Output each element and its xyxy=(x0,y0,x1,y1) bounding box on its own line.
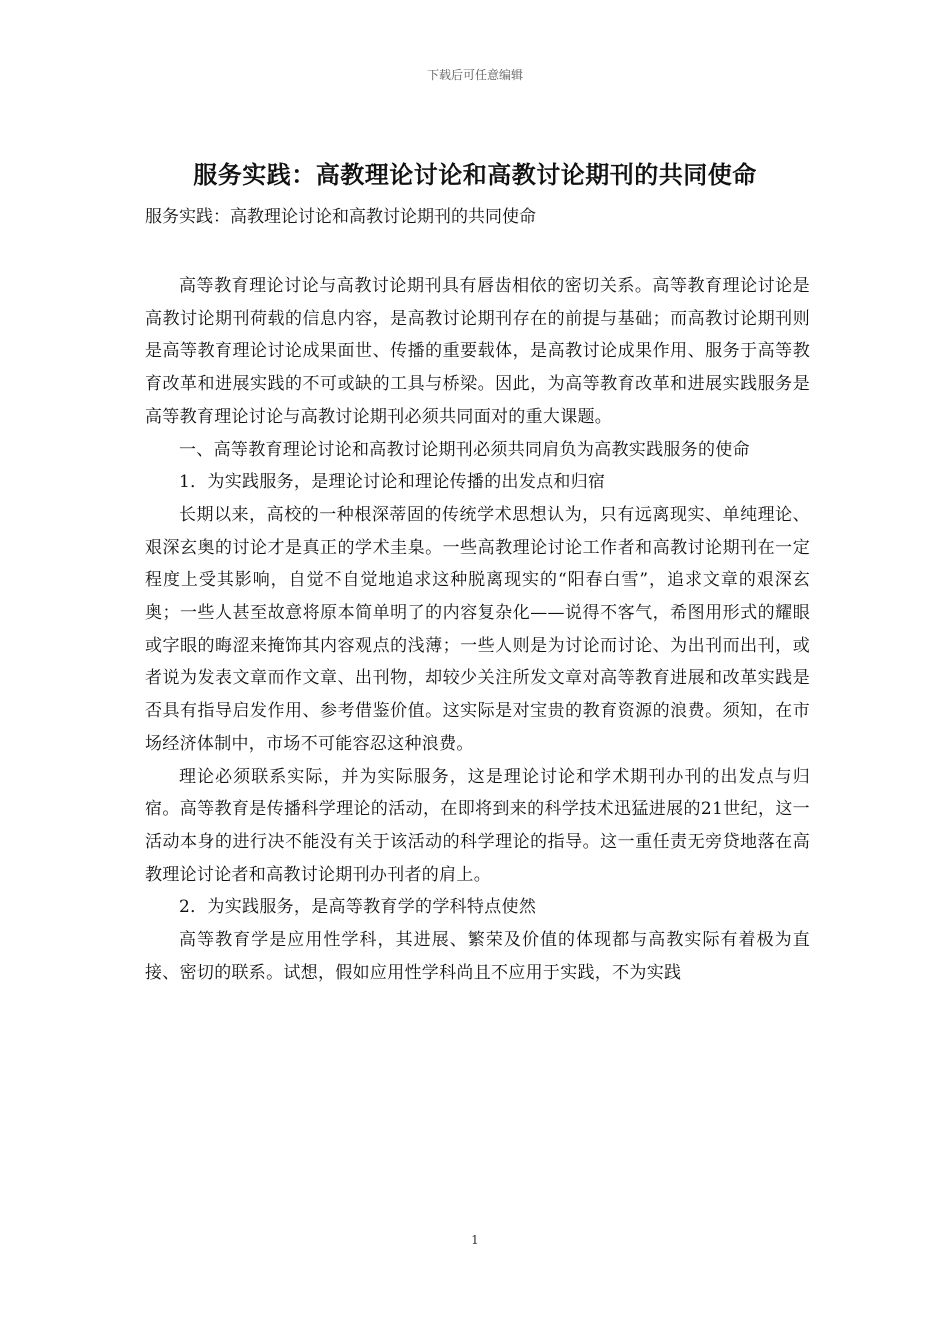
paragraph: 理论必须联系实际，并为实际服务，这是理论讨论和学术期刊办刊的出发点与归宿。高等教育是传播科学理论的活动，在即将到来的科学技术迅猛进展的21世纪，这一活动本身的进行决不能没有关于该活动的科学理论的指导。这一重任责无旁贷地落在高教理论讨论者和高教讨论期刊办刊者的肩上。 xyxy=(145,766,810,885)
paragraph: 高等教育理论讨论与高教讨论期刊具有唇齿相依的密切关系。高等教育理论讨论是高教讨论期刊荷载的信息内容，是高教讨论期刊存在的前提与基础；而高教讨论期刊则是高等教育理论讨论成果面世、传播的重要载体，是高教讨论成果作用、服务于高等教育改革和进展实践的不可或缺的工具与桥梁。因此，为高等教育改革和进展实践服务是高等教育理论讨论与高教讨论期刊必须共同面对的重大课题。 xyxy=(145,276,810,427)
page-number: 1 xyxy=(471,1233,479,1247)
document-title: 服务实践：高教理论讨论和高教讨论期刊的共同使命 xyxy=(193,160,757,189)
subsection-heading: 1．为实践服务，是理论讨论和理论传播的出发点和归宿 xyxy=(179,472,606,493)
document-subtitle: 服务实践：高教理论讨论和高教讨论期刊的共同使命 xyxy=(145,207,536,227)
paragraph: 高等教育学是应用性学科，其进展、繁荣及价值的体现都与高教实际有着极为直接、密切的联系。试想，假如应用性学科尚且不应用于实践，不为实践 xyxy=(145,930,810,983)
document-body xyxy=(145,270,810,989)
header-note: 下载后可任意编辑 xyxy=(426,68,523,82)
subsection-heading: 2．为实践服务，是高等教育学的学科特点使然 xyxy=(179,897,537,918)
section-heading: 一、高等教育理论讨论和高教讨论期刊必须共同肩负为高教实践服务的使命 xyxy=(179,439,750,460)
paragraph: 长期以来，高校的一种根深蒂固的传统学术思想认为，只有远离现实、单纯理论、艰深玄奥的讨论才是真正的学术圭臬。一些高教理论讨论工作者和高教讨论期刊在一定程度上受其影响，自觉不自觉地追求这种脱离现实的“阳春白雪”，追求文章的艰深玄奥；一些人甚至故意将原本简单明了的内容复杂化——说得不客气，希图用形式的耀眼或字眼的晦涩来掩饰其内容观点的浅薄；一些人则是为讨论而讨论、为出刊而出刊，或者说为发表文章而作文章、出刊物，却较少关注所发文章对高等教育进展和改革实践是否具有指导启发作用、参考借鉴价值。这实际是对宝贵的教育资源的浪费。须知，在市场经济体制中，市场不可能容忍这种浪费。 xyxy=(145,504,810,754)
